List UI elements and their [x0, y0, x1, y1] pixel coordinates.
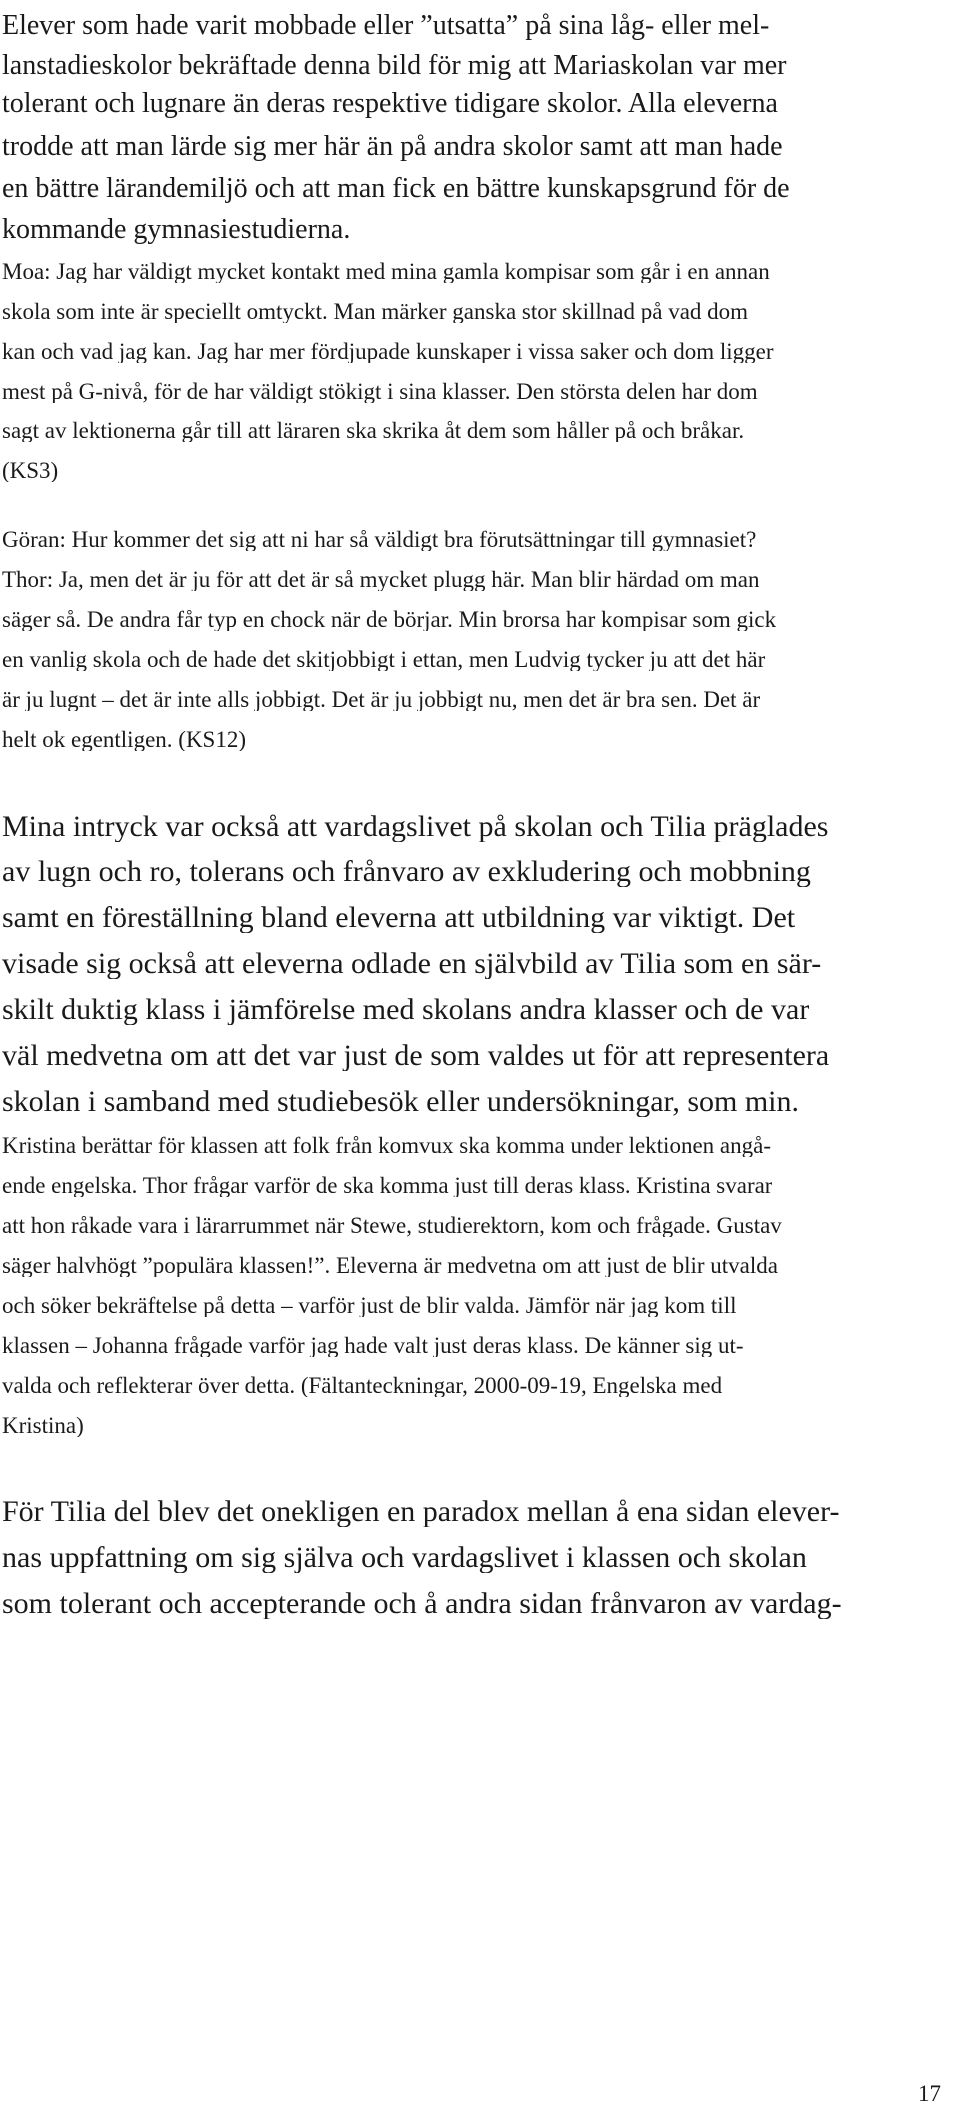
- text-line: klassen – Johanna frågade varför jag hade valt just deras klass. De känner sig ut-: [2, 1334, 744, 1357]
- text-line: samt en föreställning bland eleverna att utbildning var viktigt. Det: [2, 903, 796, 933]
- text-line: visade sig också att eleverna odlade en självbild av Tilia som en sär-: [2, 949, 822, 979]
- text-line: valda och reflekterar över detta. (Fältanteckningar, 2000-09-19, Engelska med: [2, 1374, 723, 1397]
- text-line: skola som inte är speciellt omtyckt. Man märker ganska stor skillnad på vad dom: [2, 300, 749, 323]
- text-line: kan och vad jag kan. Jag har mer fördjupade kunskaper i vissa saker och dom ligger: [2, 340, 774, 363]
- text-line: skolan i samband med studiebesök eller undersökningar, som min.: [2, 1087, 799, 1117]
- text-line: (KS3): [2, 459, 59, 482]
- text-line: ende engelska. Thor frågar varför de ska komma just till deras klass. Kristina svarar: [2, 1174, 773, 1197]
- text-line: att hon råkade vara i lärarrummet när Stewe, studierektorn, kom och frågade. Gustav: [2, 1214, 782, 1237]
- text-line: mest på G-nivå, för de har väldigt stökigt i sina klasser. Den största delen har dom: [2, 380, 758, 403]
- text-line: trodde att man lärde sig mer här än på andra skolor samt att man hade: [2, 133, 783, 161]
- text-line: en bättre lärandemiljö och att man fick en bättre kunskapsgrund för de: [2, 175, 790, 203]
- text-line: som tolerant och accepterande och å andra sidan frånvaron av vardag-: [2, 1589, 842, 1619]
- text-line: är ju lugnt – det är inte alls jobbigt. Det är ju jobbigt nu, men det är bra sen. Det är: [2, 688, 761, 711]
- text-line: Mina intryck var också att vardagslivet på skolan och Tilia präglades: [2, 812, 829, 842]
- page-number: 17: [918, 2081, 941, 2106]
- text-line: tolerant och lugnare än deras respektive tidigare skolor. Alla eleverna: [2, 90, 778, 118]
- text-line: skilt duktig klass i jämförelse med skolans andra klasser och de var: [2, 995, 810, 1025]
- text-line: säger halvhögt ”populära klassen!”. Eleverna är medvetna om att just de blir utvalda: [2, 1254, 778, 1277]
- text-line: Kristina): [2, 1414, 84, 1437]
- text-line: Elever som hade varit mobbade eller ”utsatta” på sina låg- eller mel-: [2, 12, 770, 40]
- text-line: För Tilia del blev det onekligen en paradox mellan å ena sidan elever-: [2, 1497, 840, 1527]
- text-line: Kristina berättar för klassen att folk från komvux ska komma under lektionen angå-: [2, 1134, 771, 1157]
- text-line: lanstadieskolor bekräftade denna bild för mig att Mariaskolan var mer: [2, 52, 787, 80]
- text-line: väl medvetna om att det var just de som valdes ut för att representera: [2, 1041, 830, 1071]
- text-line: nas uppfattning om sig själva och vardagslivet i klassen och skolan: [2, 1543, 807, 1573]
- text-line: Moa: Jag har väldigt mycket kontakt med mina gamla kompisar som går i en annan: [2, 260, 770, 283]
- text-line: Göran: Hur kommer det sig att ni har så väldigt bra förutsättningar till gymnasiet?: [2, 528, 757, 551]
- text-line: av lugn och ro, tolerans och frånvaro av exkludering och mobbning: [2, 857, 811, 887]
- text-line: en vanlig skola och de hade det skitjobbigt i ettan, men Ludvig tycker ju att det här: [2, 648, 766, 671]
- text-line: Thor: Ja, men det är ju för att det är så mycket plugg här. Man blir härdad om man: [2, 568, 760, 591]
- text-line: helt ok egentligen. (KS12): [2, 728, 247, 751]
- text-line: sagt av lektionerna går till att läraren ska skrika åt dem som håller på och bråkar.: [2, 419, 745, 442]
- text-line: säger så. De andra får typ en chock när de börjar. Min brorsa har kompisar som gick: [2, 608, 777, 631]
- text-line: och söker bekräftelse på detta – varför just de blir valda. Jämför när jag kom till: [2, 1294, 737, 1317]
- text-line: kommande gymnasiestudierna.: [2, 216, 351, 244]
